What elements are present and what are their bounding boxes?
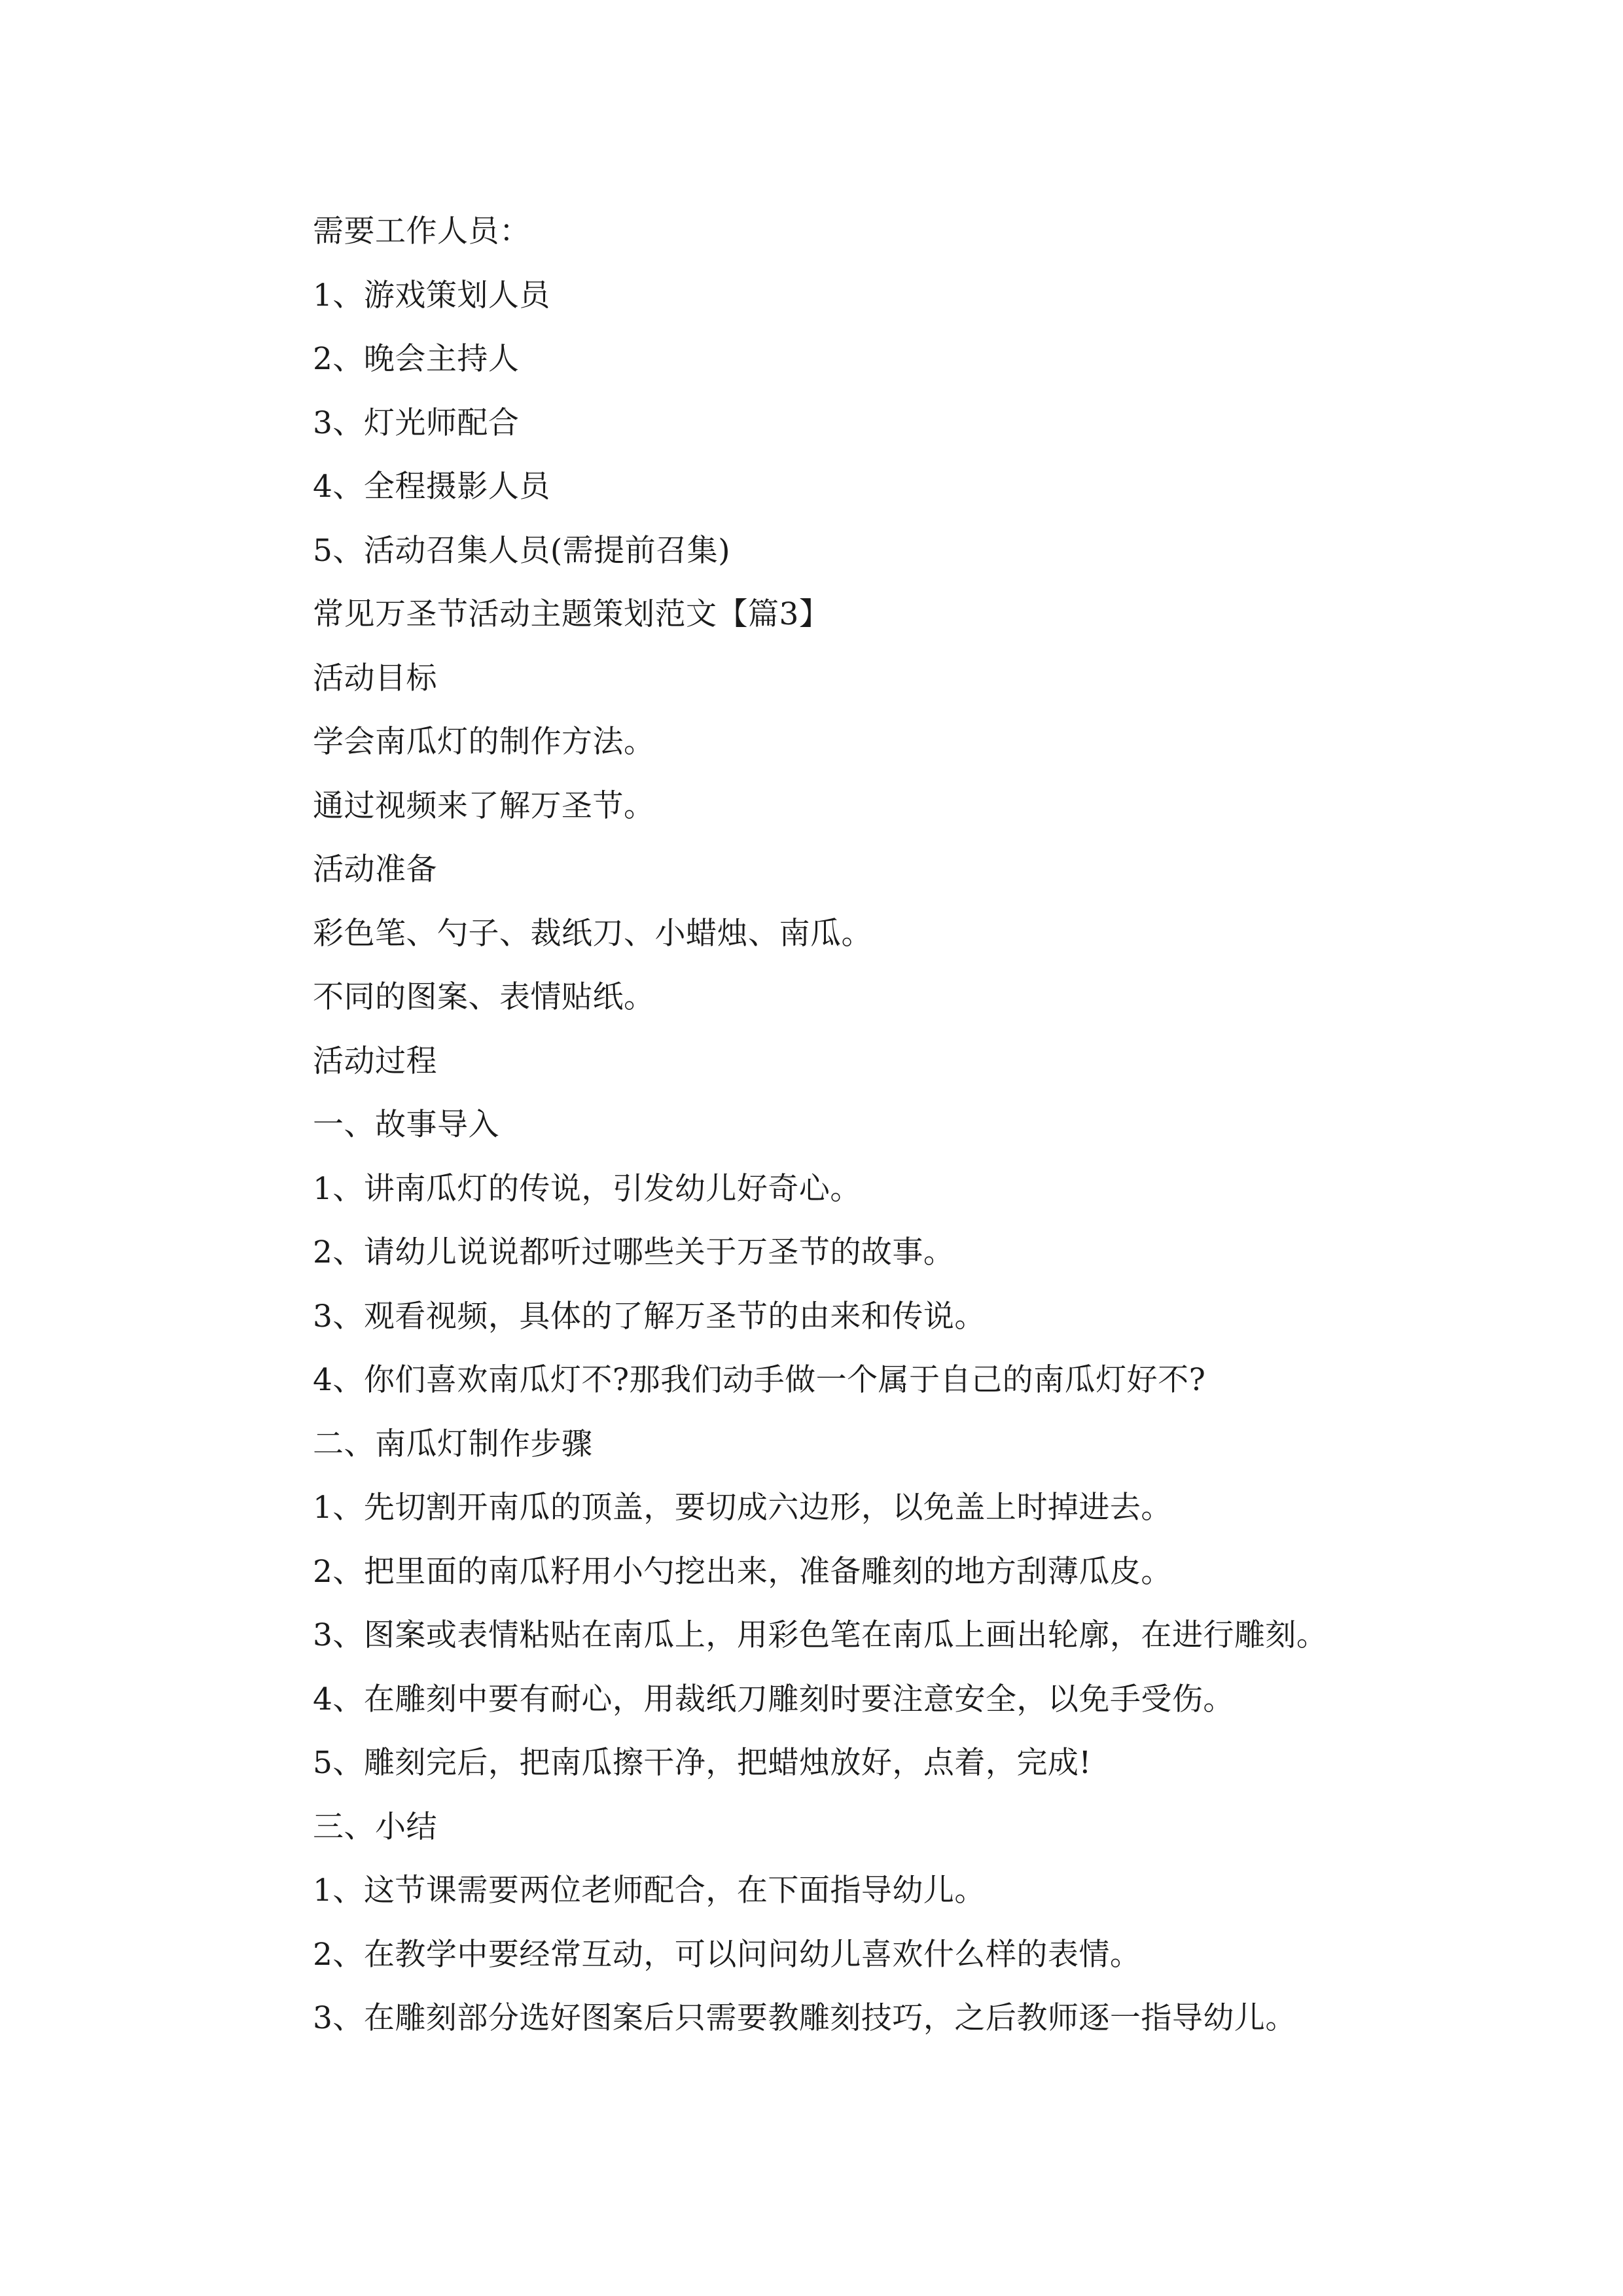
list-item: 4、在雕刻中要有耐心，用裁纸刀雕刻时要注意安全，以免手受伤。	[313, 1681, 1234, 1717]
subheading: 活动过程	[313, 1043, 437, 1079]
list-item: 1、这节课需要两位老师配合，在下面指导幼儿。	[313, 1873, 986, 1909]
step-heading: 二、南瓜灯制作步骤	[313, 1426, 593, 1462]
staff-heading: 需要工作人员：	[313, 213, 531, 249]
list-item: 1、讲南瓜灯的传说，引发幼儿好奇心。	[313, 1170, 861, 1207]
list-item: 1、游戏策划人员	[313, 277, 550, 314]
list-item: 3、在雕刻部分选好图案后只需要教雕刻技巧，之后教师逐一指导幼儿。	[313, 2000, 1296, 2036]
subheading: 活动准备	[313, 852, 437, 888]
step-heading: 三、小结	[313, 1808, 437, 1845]
section-title: 常见万圣节活动主题策划范文【篇3】	[313, 596, 830, 632]
list-item: 1、先切割开南瓜的顶盖，要切成六边形，以免盖上时掉进去。	[313, 1490, 1172, 1526]
list-item: 5、雕刻完后，把南瓜擦干净，把蜡烛放好，点着，完成!	[313, 1745, 1092, 1781]
list-item: 4、全程摄影人员	[313, 469, 550, 505]
step-heading: 一、故事导入	[313, 1107, 499, 1143]
paragraph: 彩色笔、勺子、裁纸刀、小蜡烛、南瓜。	[313, 915, 872, 952]
list-item: 5、活动召集人员(需提前召集)	[313, 532, 731, 569]
list-item: 2、把里面的南瓜籽用小勺挖出来，准备雕刻的地方刮薄瓜皮。	[313, 1553, 1172, 1590]
list-item: 2、请幼儿说说都听过哪些关于万圣节的故事。	[313, 1234, 955, 1270]
list-item: 3、观看视频，具体的了解万圣节的由来和传说。	[313, 1298, 986, 1335]
paragraph: 不同的图案、表情贴纸。	[313, 979, 655, 1015]
list-item: 4、你们喜欢南瓜灯不?那我们动手做一个属于自己的南瓜灯好不?	[313, 1362, 1206, 1398]
list-item: 2、在教学中要经常互动，可以问问幼儿喜欢什么样的表情。	[313, 1936, 1141, 1973]
paragraph: 学会南瓜灯的制作方法。	[313, 724, 655, 760]
document-body	[313, 200, 1458, 2051]
subheading: 活动目标	[313, 660, 437, 696]
list-item: 3、图案或表情粘贴在南瓜上，用彩色笔在南瓜上画出轮廓，在进行雕刻。	[313, 1617, 1328, 1653]
paragraph: 通过视频来了解万圣节。	[313, 787, 655, 824]
list-item: 2、晚会主持人	[313, 341, 520, 377]
list-item: 3、灯光师配合	[313, 404, 520, 441]
